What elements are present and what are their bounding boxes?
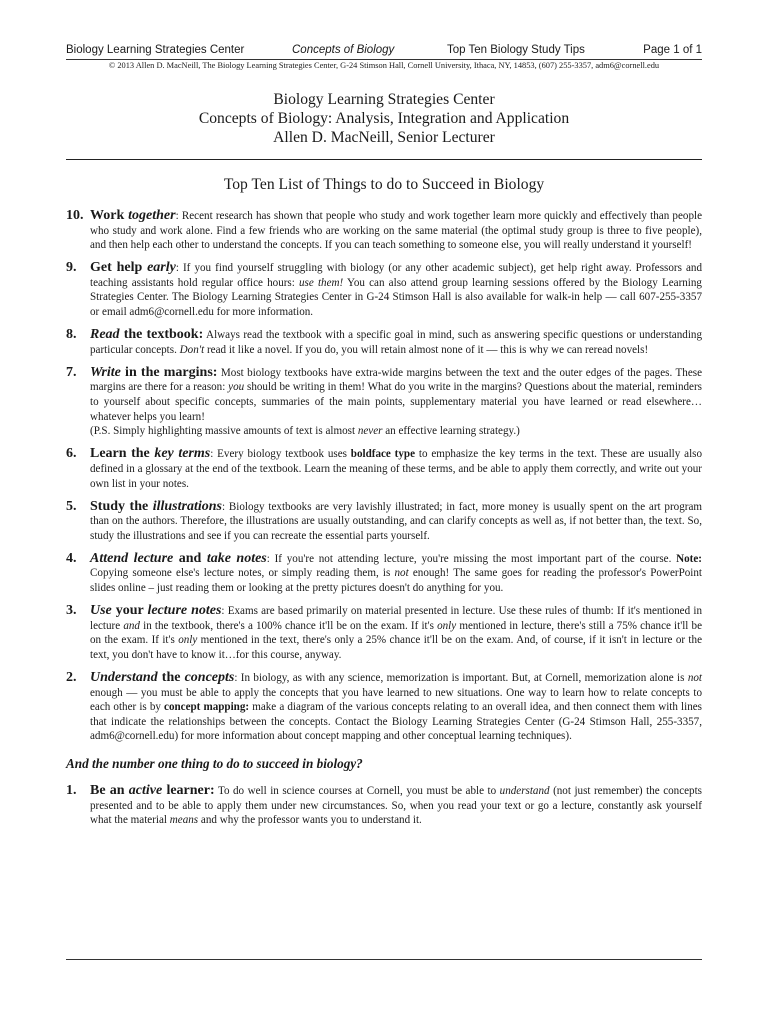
footer-divider [66, 959, 702, 960]
tip-heading: Write in the margins: [90, 364, 218, 380]
tip-heading: Read the textbook: [90, 327, 204, 343]
header-page-number: Page 1 of 1 [643, 44, 702, 56]
tip-2: 2. Understand the concepts: In biology, as with any science, memorization is important. But, at Cornell, memorization alone is not enough — you must be able to apply the concepts that you have learned to new situations. One way to learn how to relate concepts to each other is by concept mapping: make a diagram of the various concepts relating to an overall idea, and then connect them with lines that indicate the relationships between the concepts. Contact the Biology Learning Strategies Center (G-24 Stimson Hall, 255-3357, adm6@cornell.edu) for more information about concept mapping and other conceptual learning techniques). [66, 670, 702, 743]
tip-number: 2. [66, 670, 77, 686]
title-line-3: Allen D. MacNeill, Senior Lecturer [273, 129, 495, 146]
tip-heading: Understand the concepts [90, 670, 235, 686]
page-header [66, 44, 702, 59]
title-block [66, 90, 702, 147]
tip-number: 4. [66, 550, 77, 566]
tip-3: 3. Use your lecture notes: Exams are based primarily on material presented in lecture. Use these rules of thumb: If it's mentioned in lecture and in the textbook, there's a 100% chance it'll be on the exam. If it's only mentioned in lecture, there's still a 75% chance it'll be on the exam. If it's only mentioned in the text, there's only a 25% chance it'll be on the exam. And, of course, if it isn't in lecture or the text, you don't have to know it…for this course, anyway. [66, 603, 703, 661]
tip-number: 9. [66, 260, 77, 276]
title-line-2: Concepts of Biology: Analysis, Integration and Application [198, 110, 570, 127]
tip-number: 3. [66, 603, 77, 619]
tip-9: 9. Get help early: If you find yourself struggling with biology (or any other academic subject), get help right away. Professors and teaching assistants hold regular office hours: use them! You can also attend group learning sessions offered by the Biology Learning Strategies Center. The Biology Learning Strategies Center in G-24 Stimson Hall is also available for walk-in help — call 607-255-3357 or email adm6@cornell.edu for more information. [66, 260, 702, 319]
tip-heading: Get help early [90, 260, 176, 276]
tip-1: 1. Be an active learner: To do well in science courses at Cornell, you must be able to understand (not just remember) the concepts presented and to be able to apply them under new circumstances. So, when you read your text or go a lecture, constantly ask yourself what the material means and why the professor wants you to understand it. [66, 783, 703, 827]
tip-heading: Use your lecture notes [90, 603, 222, 619]
header-doc-title: Top Ten Biology Study Tips [447, 44, 585, 56]
closing-question: And the number one thing to do to succeed in biology? [66, 756, 363, 771]
tip-7: 7. Write in the margins: Most biology textbooks have extra-wide margins between the text and the outer edges of the pages. These margins are there for a reason: you should be writing in them! What do you write in the margins? Questions about the material, reminders to yourself about specific concepts, summaries of the main points, supplementary material you have learned or read elsewhere…whatever helps you learn! (P.S. Simply highlighting massive amounts of text is almost never an effective learning strategy.) [66, 364, 702, 438]
tip-heading: Be an active learner: [90, 783, 215, 798]
tips-list [66, 209, 702, 836]
tip-heading: Learn the key terms [90, 446, 211, 462]
title-line-1: Biology Learning Strategies Center [273, 91, 495, 108]
tip-number: 5. [66, 498, 77, 514]
tip-10: 10. Work together: Recent research has shown that people who study and work together learn more quickly and effectively than people who study and work alone. Find a few friends who are working on the same material (the optimal study group is three to five people), and then help each other to understand the concepts. If you can teach something to someone else, you will really understand it yourself! [66, 208, 702, 252]
page-subtitle: Top Ten List of Things to do to Succeed in Biology [223, 176, 545, 193]
tip-heading: Work together [90, 208, 176, 223]
tip-heading: Attend lecture and take notes [90, 550, 267, 566]
header-center-name: Biology Learning Strategies Center [66, 44, 245, 56]
tip-number: 10. [66, 208, 84, 223]
tip-4: 4. Attend lecture and take notes: If you're not attending lecture, you're missing the most important part of the course. Note: Copying someone else's lecture notes, or simply reading them, is not enough! The same goes for reading the professor's PowerPoint slides online – just reading them or looking at the pretty pictures doesn't do anything for you. [66, 550, 702, 595]
tip-heading: Study the illustrations [90, 498, 222, 514]
tip-number: 6. [66, 446, 77, 462]
tip-6: 6. Learn the key terms: Every biology textbook uses boldface type to emphasize the key terms in the text. These are usually also defined in a glossary at the end of the textbook. Learn the meaning of these terms, and be able to apply them correctly, and write out your own list in your notes. [66, 446, 703, 490]
tip-number: 8. [66, 327, 77, 343]
header-course: Concepts of Biology [292, 44, 395, 56]
tip-number: 1. [66, 783, 77, 798]
tip-8: 8. Read the textbook: Always read the textbook with a specific goal in mind, such as answering specific questions or understanding particular concepts. Don't read it like a novel. If you do, you will retain almost none of it — this is why we can reread novels! [66, 327, 702, 356]
title-divider [66, 159, 702, 160]
tip-5: 5. Study the illustrations: Biology textbooks are very lavishly illustrated; in fact, more money is usually spent on the art program than on the authors. Therefore, the illustrations are usually outstanding, and can clarify concepts as well as, if not better than, the text. So, study the illustrations and see if you can recreate the essential parts yourself. [66, 498, 702, 542]
tip-number: 7. [66, 364, 77, 380]
copyright-line: © 2013 Allen D. MacNeill, The Biology Learning Strategies Center, G-24 Stimson Hall, Cornell University, Ithaca, NY, 14853, (607) 255-3357, adm6@cornell.edu [66, 59, 702, 70]
